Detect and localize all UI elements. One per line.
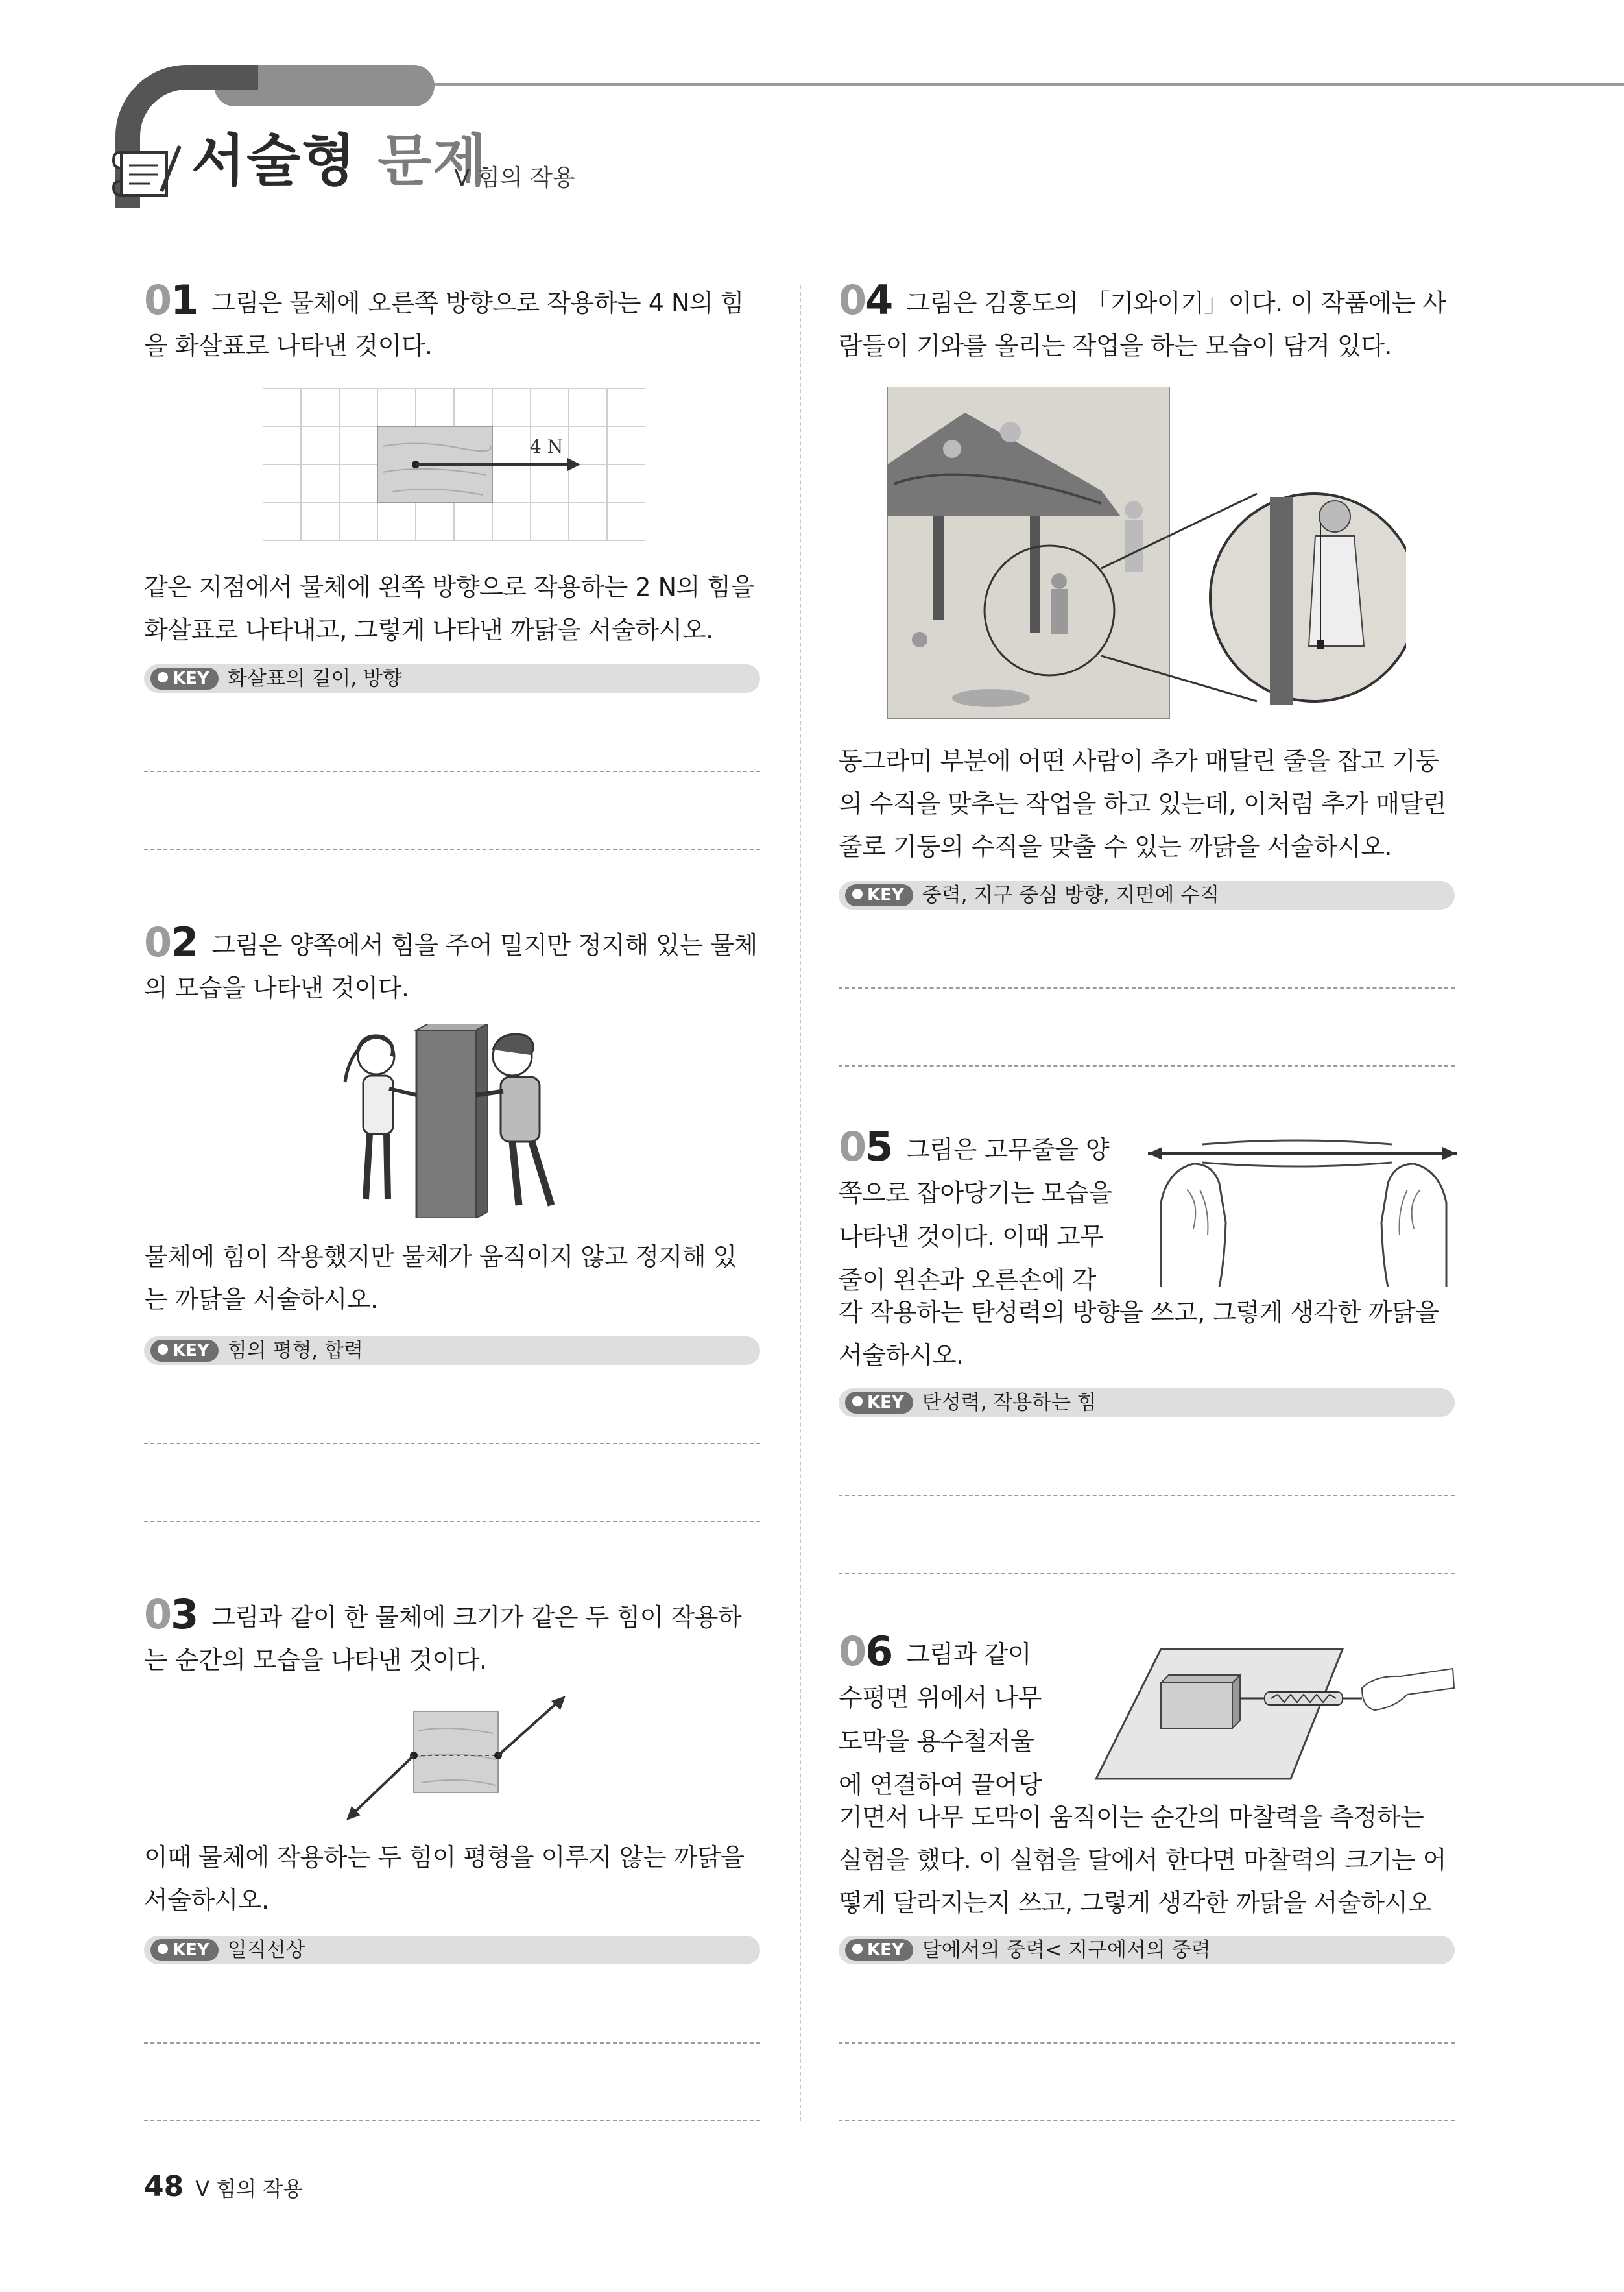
key-badge: KEY <box>150 1340 219 1362</box>
question-01-prompt: 같은 지점에서 물체에 왼쪽 방향으로 작용하는 2 N의 힘을 화살표로 나타내고, 그렇게 나타낸 까닭을 서술하시오. <box>144 573 754 644</box>
question-text: 쪽으로 잡아당기는 모습을 <box>839 1179 1112 1207</box>
question-04-intro <box>839 276 1455 367</box>
question-01-intro <box>144 276 760 367</box>
answer-line[interactable] <box>839 1573 1455 1574</box>
key-hint-02 <box>144 1336 760 1365</box>
key-text: 중력, 지구 중심 방향, 지면에 수직 <box>922 884 1220 907</box>
question-text: 줄이 왼손과 오른손에 각 <box>839 1266 1096 1294</box>
question-03-intro <box>144 1593 760 1682</box>
question-text: 그림은 고무줄을 양 <box>906 1135 1110 1164</box>
unit-subtitle: V 힘의 작용 <box>454 165 575 191</box>
figure-two-forces <box>337 1692 571 1828</box>
key-badge: KEY <box>150 1939 219 1961</box>
page-footer <box>144 2170 303 2203</box>
key-hint-05 <box>839 1388 1455 1417</box>
answer-line[interactable] <box>839 1065 1455 1067</box>
answer-line[interactable] <box>144 1521 760 1522</box>
key-hint-06 <box>839 1936 1455 1964</box>
column-divider <box>800 285 801 2121</box>
magnified-pillar <box>1270 497 1293 705</box>
figure-painting-giwaigi <box>887 387 1406 724</box>
page-number: 48 <box>144 2170 184 2203</box>
answer-line[interactable] <box>144 1443 760 1444</box>
question-05-intro <box>839 1125 1130 1302</box>
question-06-prompt: 기면서 나무 도막이 움직이는 순간의 마찰력을 측정하는 실험을 했다. 이 실험을 달에서 한다면 마찰력의 크기는 어떻게 달라지는지 쓰고, 그렇게 생각한 까닭을 서술하시오 <box>839 1803 1446 1917</box>
answer-line[interactable] <box>144 2120 760 2121</box>
question-02-prompt: 물체에 힘이 작용했지만 물체가 움직이지 않고 정지해 있는 까닭을 서술하시오. <box>144 1242 737 1314</box>
answer-line[interactable] <box>839 1495 1455 1496</box>
question-03-prompt: 이때 물체에 작용하는 두 힘이 평형을 이루지 않는 까닭을 서술하시오. <box>144 1843 745 1914</box>
question-number: 04 <box>839 276 892 324</box>
question-text: 그림과 같이 <box>906 1640 1031 1669</box>
footer-unit: V 힘의 작용 <box>195 2177 304 2201</box>
figure-spring-scale <box>1090 1643 1459 1785</box>
key-badge: KEY <box>150 668 219 690</box>
title-accent: 문제 <box>377 128 488 193</box>
key-text: 일직선상 <box>227 1938 305 1962</box>
question-04-prompt: 동그라미 부분에 어떤 사람이 추가 매달린 줄을 잡고 기둥의 수직을 맞추는 작업을 하고 있는데, 이처럼 추가 매달린 줄로 기둥의 수직을 맞출 수 있는 까닭을 서술하시오. <box>839 747 1446 861</box>
header-rule <box>428 83 1624 86</box>
answer-line[interactable] <box>839 2120 1455 2121</box>
question-text: 에 연결하여 끌어당 <box>839 1770 1042 1799</box>
question-text: 나타낸 것이다. 이때 고무 <box>839 1222 1104 1251</box>
right-pillar <box>1030 516 1040 633</box>
left-hand <box>1161 1164 1226 1287</box>
answer-line[interactable] <box>144 849 760 850</box>
question-06-intro <box>839 1630 1049 1807</box>
key-badge: KEY <box>845 1939 913 1961</box>
answer-line[interactable] <box>839 2042 1455 2044</box>
question-number: 01 <box>144 276 198 324</box>
pulling-hand <box>1362 1669 1454 1710</box>
figure-force-arrow-grid <box>263 388 645 541</box>
pillar-block <box>416 1030 476 1218</box>
question-02-intro <box>144 921 760 1009</box>
figure-rubber-band <box>1148 1131 1459 1287</box>
answer-line[interactable] <box>839 987 1455 989</box>
key-text: 화살표의 길이, 방향 <box>227 667 402 690</box>
question-number: 05 <box>839 1123 892 1170</box>
question-text: 그림과 같이 한 물체에 크기가 같은 두 힘이 작용하는 순간의 모습을 나타낸 것이다. <box>144 1603 742 1674</box>
page-title <box>191 115 488 196</box>
wood-block <box>1161 1683 1232 1728</box>
question-text: 그림은 물체에 오른쪽 방향으로 작용하는 4 N의 힘을 화살표로 나타낸 것이다. <box>144 289 744 360</box>
answer-line[interactable] <box>144 771 760 772</box>
question-number: 06 <box>839 1628 892 1675</box>
question-text: 그림은 양쪽에서 힘을 주어 밀지만 정지해 있는 물체의 모습을 나타낸 것이다. <box>144 931 758 1002</box>
key-badge: KEY <box>845 884 913 906</box>
question-number: 03 <box>144 1591 198 1638</box>
question-text: 수평면 위에서 나무 <box>839 1683 1042 1712</box>
question-number: 02 <box>144 919 198 966</box>
answer-line[interactable] <box>144 2042 760 2044</box>
key-hint-01 <box>144 664 760 693</box>
key-text: 달에서의 중력< 지구에서의 중력 <box>922 1938 1211 1962</box>
question-05-prompt: 각 작용하는 탄성력의 방향을 쓰고, 그렇게 생각한 까닭을 서술하시오. <box>839 1298 1439 1369</box>
right-hand <box>1381 1164 1446 1287</box>
title-main: 서술형 <box>191 128 357 193</box>
key-badge: KEY <box>845 1392 913 1414</box>
scroll-pen-icon <box>107 133 185 204</box>
key-text: 탄성력, 작용하는 힘 <box>922 1391 1097 1414</box>
magnified-circle <box>1210 494 1406 701</box>
figure-pushing-block <box>324 1024 584 1218</box>
question-text: 그림은 김홍도의 「기와이기」이다. 이 작품에는 사람들이 기와를 올리는 작업을 하는 모습이 담겨 있다. <box>839 289 1446 360</box>
key-hint-03 <box>144 1936 760 1964</box>
key-text: 힘의 평형, 합력 <box>227 1339 363 1362</box>
question-text: 도막을 용수철저울 <box>839 1727 1034 1755</box>
key-hint-04 <box>839 881 1455 910</box>
force-label: 4 N <box>530 436 564 457</box>
left-pillar <box>933 516 944 620</box>
